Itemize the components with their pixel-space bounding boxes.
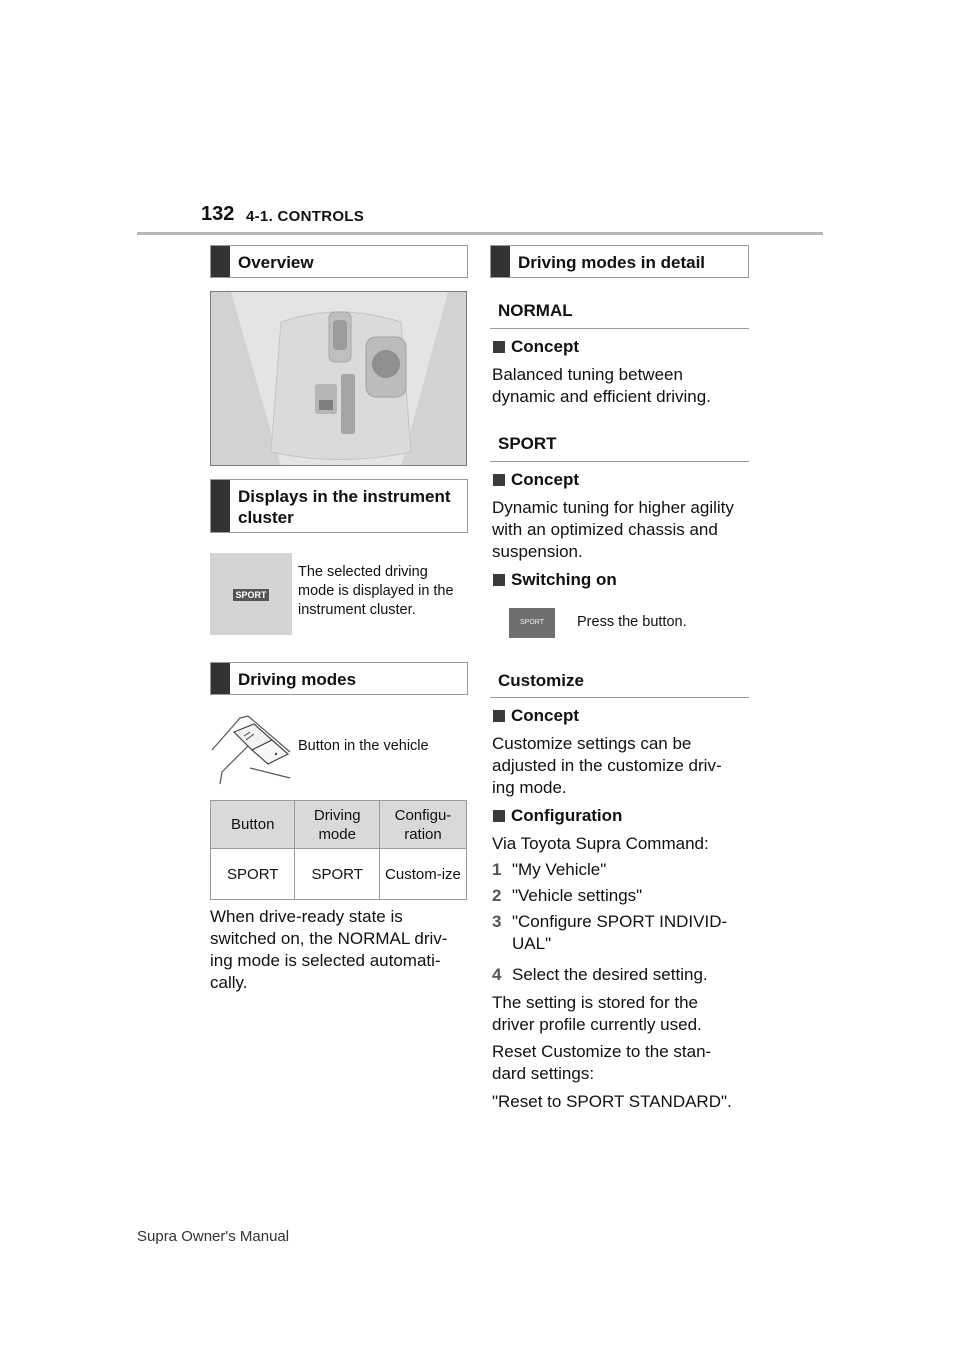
sport-button-image: SPORT	[509, 608, 555, 638]
button-caption: Button in the vehicle	[298, 738, 429, 754]
table-cell: Custom-ize	[379, 849, 466, 900]
reset-command-text: "Reset to SPORT STANDARD".	[492, 1092, 732, 1111]
step-number: 1	[492, 860, 502, 879]
bullet-square-icon	[493, 810, 505, 822]
table-header-row	[211, 801, 467, 849]
bullet-square-icon	[493, 341, 505, 353]
center-console-image	[210, 291, 467, 466]
section-bar	[211, 246, 230, 277]
chapter-title: 4-1. CONTROLS	[246, 208, 365, 225]
table-header-cell: Button	[211, 801, 295, 849]
step-item: 1 "My Vehicle"	[492, 860, 607, 879]
cluster-caption: The selected driving mode is displayed in the instrument cluster.	[298, 564, 454, 618]
table-header-cell: Driving mode	[295, 801, 379, 849]
section-title: Overview	[238, 253, 314, 272]
sport-display-badge: SPORT	[233, 589, 269, 601]
table-cell: SPORT	[211, 849, 295, 900]
driving-modes-table	[210, 800, 467, 900]
section-bar	[491, 246, 510, 277]
step-item: 2 "Vehicle settings"	[492, 886, 643, 905]
detail-section-header	[490, 245, 749, 278]
configuration-heading: Configuration	[493, 806, 622, 826]
driving-modes-section-header	[210, 662, 468, 695]
customize-concept-heading: Concept	[493, 706, 579, 726]
customize-heading-rule	[490, 697, 749, 698]
configuration-intro: Via Toyota Supra Command:	[492, 834, 709, 853]
table-header-cell: Configu-ration	[379, 801, 466, 849]
step-number: 4	[492, 965, 502, 984]
bullet-square-icon	[493, 474, 505, 486]
switching-on-heading: Switching on	[493, 570, 617, 590]
section-title: Driving modes	[238, 670, 357, 689]
table-row	[211, 849, 467, 900]
center-console-illustration	[211, 292, 467, 466]
bullet-square-icon	[493, 574, 505, 586]
section-bar	[211, 480, 230, 532]
normal-heading: NORMAL	[498, 301, 573, 320]
sport-concept-text: Dynamic tuning for higher agility with an optimized chassis and suspension.	[492, 498, 734, 561]
footer-manual-title: Supra Owner's Manual	[137, 1228, 290, 1245]
step-number: 3	[492, 912, 502, 931]
sport-heading: SPORT	[498, 434, 557, 453]
drive-ready-paragraph: When drive-ready state is switched on, the NORMAL driv-ing mode is selected automati-cally.	[210, 907, 448, 992]
sport-heading-rule	[490, 461, 749, 462]
customize-concept-text: Customize settings can be adjusted in the customize driv-ing mode.	[492, 734, 722, 797]
section-title: Driving modes in detail	[518, 253, 706, 272]
section-bar	[211, 663, 230, 694]
switching-on-text: Press the button.	[577, 614, 687, 630]
customize-heading: Customize	[498, 671, 584, 690]
normal-concept-heading: Concept	[493, 337, 579, 357]
overview-section-header	[210, 245, 468, 278]
step-item: 3 "Configure SPORT INDIVID-UAL"	[492, 912, 728, 953]
step-number: 2	[492, 886, 502, 905]
vehicle-button-illustration	[210, 710, 292, 786]
stored-text: The setting is stored for the driver profile currently used.	[492, 993, 702, 1034]
step-item: 4 Select the desired setting.	[492, 965, 708, 984]
displays-section-header	[210, 479, 468, 533]
table-cell: SPORT	[295, 849, 379, 900]
page-number: 132	[201, 203, 235, 225]
header-rule	[137, 232, 823, 235]
normal-concept-text: Balanced tuning between dynamic and efficient driving.	[492, 365, 711, 406]
reset-text: Reset Customize to the stan-dard settings:	[492, 1042, 712, 1083]
bullet-square-icon	[493, 710, 505, 722]
section-title: Displays in the instrument cluster	[238, 487, 451, 527]
normal-heading-rule	[490, 328, 749, 329]
sport-concept-heading: Concept	[493, 470, 579, 490]
